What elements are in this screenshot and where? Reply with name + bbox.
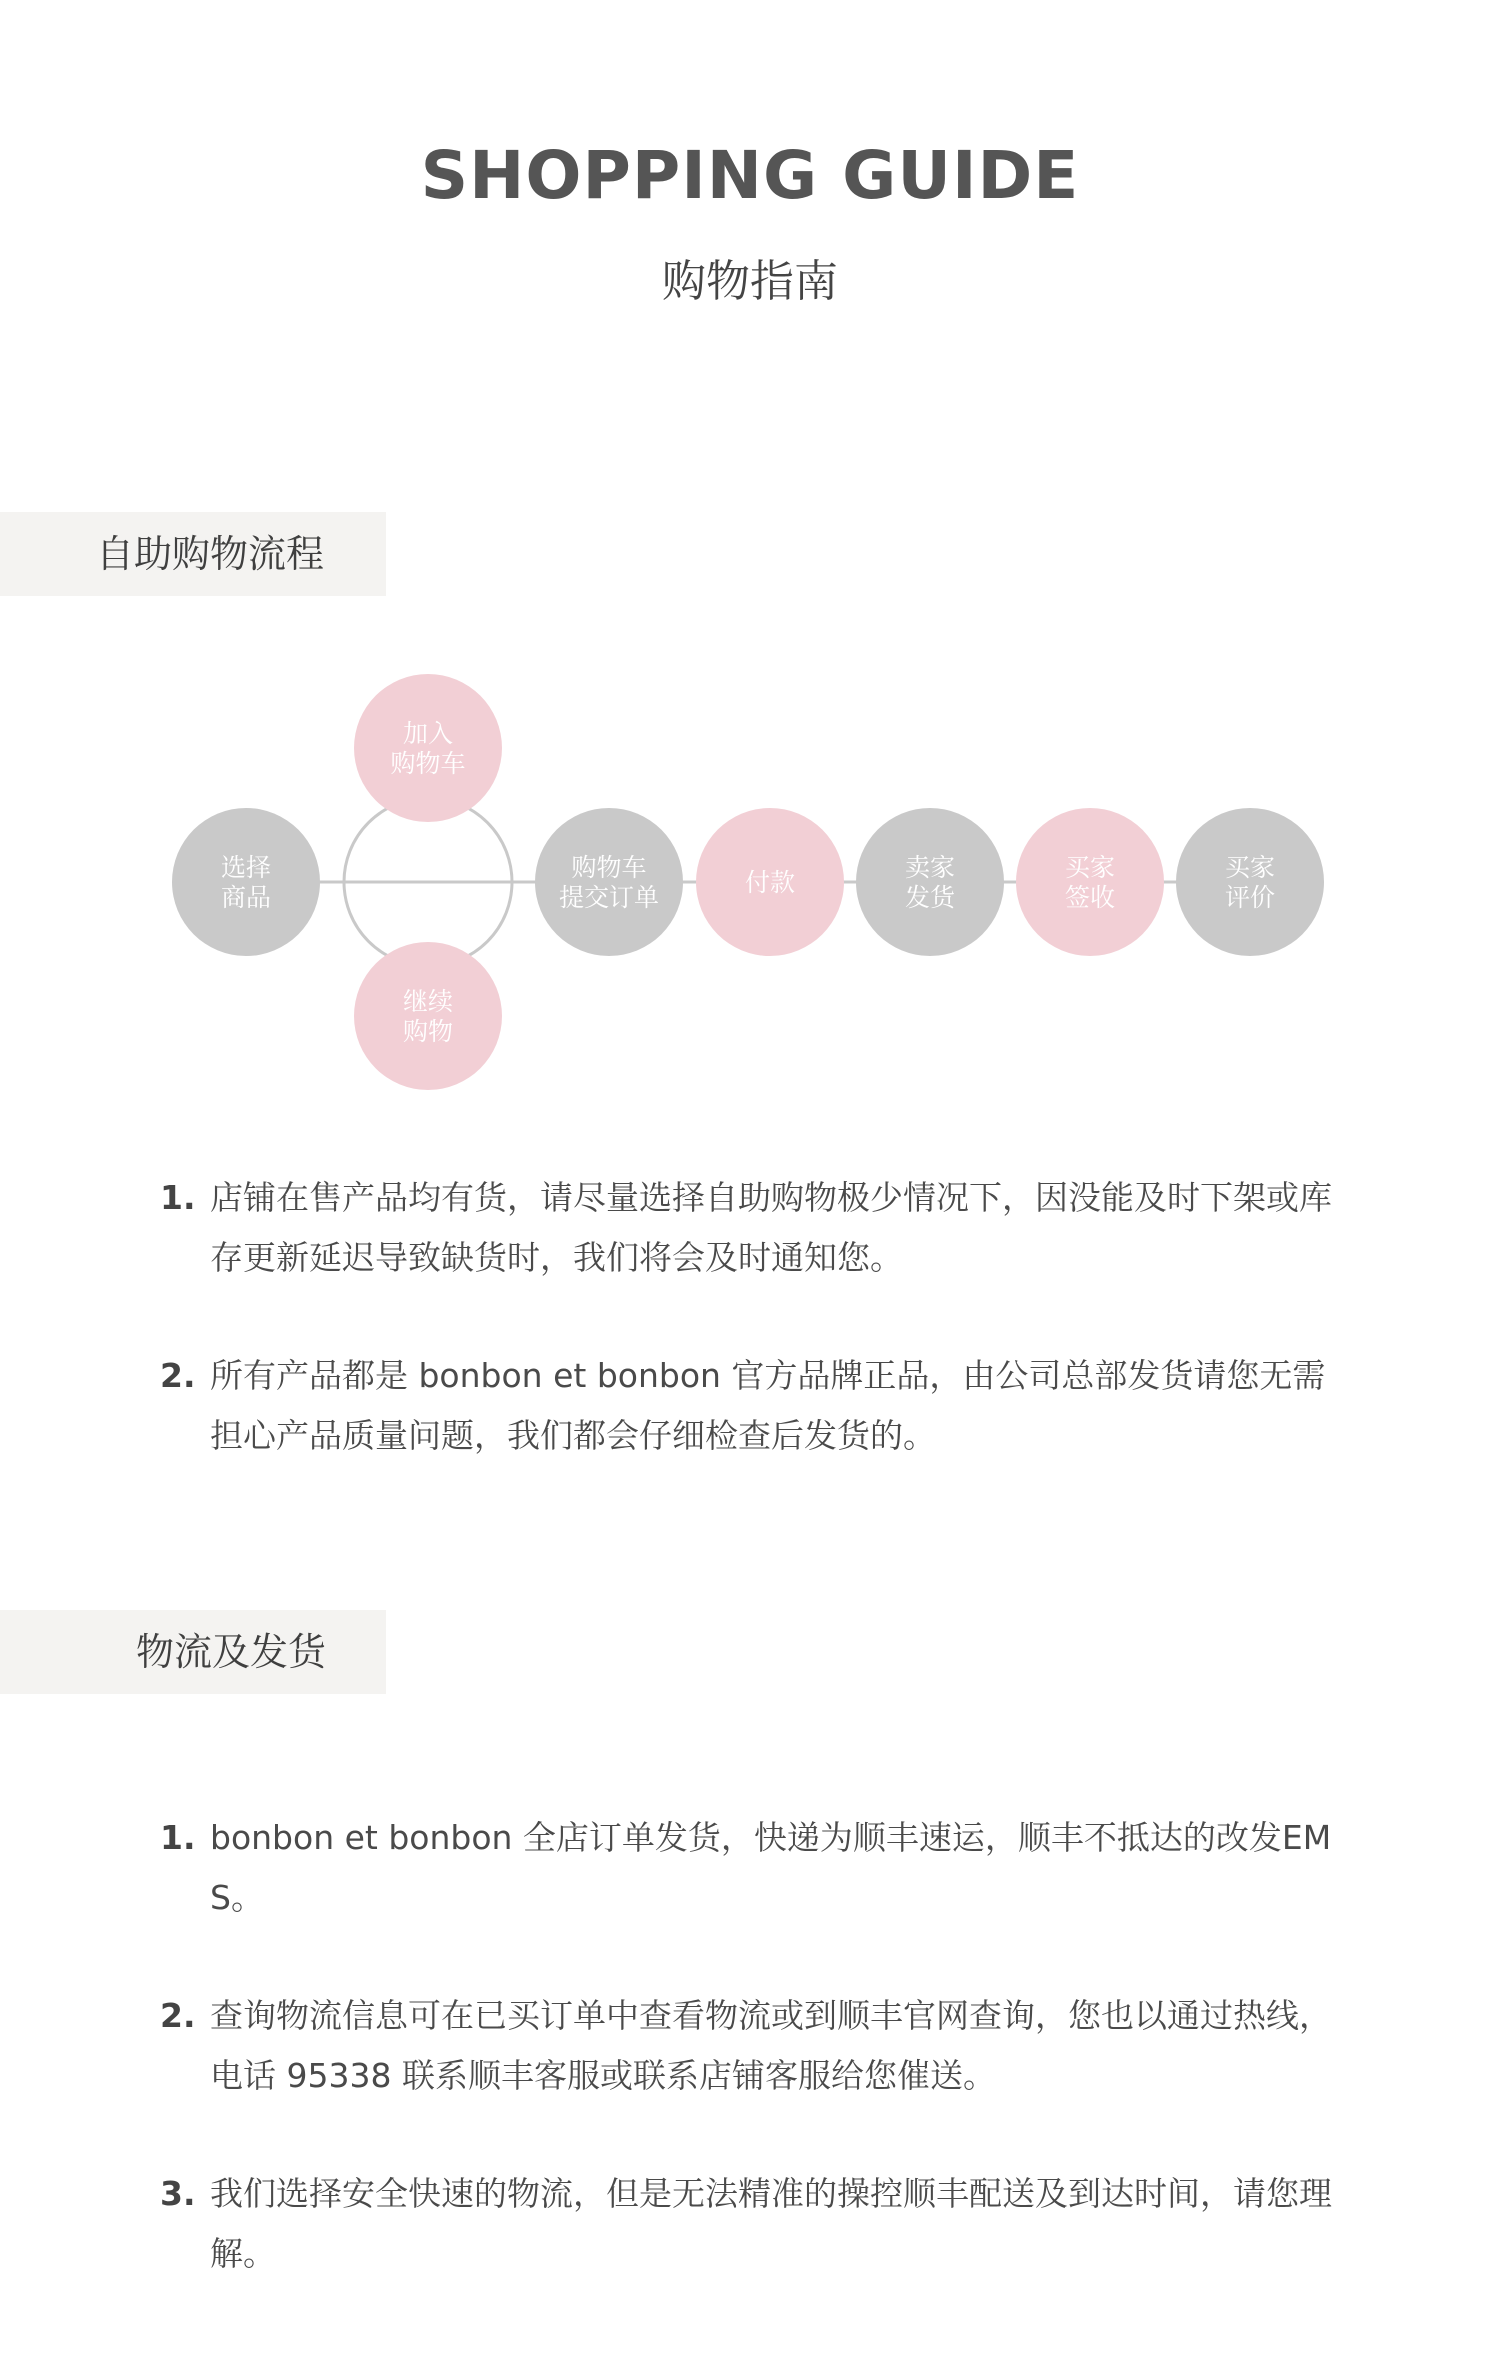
flow-step-ship — [856, 808, 1004, 956]
list-item-number: 1. — [160, 1818, 196, 1857]
flow-step-continue — [354, 942, 502, 1090]
flow-step-label: 选择 — [220, 853, 272, 882]
list-item-text: 我们选择安全快速的物流，但是无法精准的操控顺丰配送及到达时间，请您理解。 — [210, 2174, 1332, 2273]
flow-step-label: 继续 — [402, 987, 454, 1016]
flow-step-circle — [856, 808, 1004, 956]
shopping-flow-diagram — [0, 0, 1500, 1100]
section-heading-label: 物流及发货 — [136, 1630, 327, 1674]
list-item-text: 所有产品都是 bonbon et bonbon 官方品牌正品，由公司总部发货请您无需担心产品质量问题，我们都会仔细检查后发货的。 — [210, 1356, 1326, 1455]
flow-step-label: 商品 — [220, 883, 272, 912]
flow-step-label: 提交订单 — [558, 883, 660, 912]
list-item-number: 2. — [160, 1996, 196, 2035]
list-item-number: 2. — [160, 1356, 196, 1395]
flow-step-circle — [1016, 808, 1164, 956]
flow-step-label: 购物 — [402, 1017, 454, 1046]
flow-step-label: 买家 — [1064, 853, 1116, 882]
flow-step-label: 评价 — [1224, 883, 1276, 912]
list-item-text: 查询物流信息可在已买订单中查看物流或到顺丰官网查询，您也以通过热线，电话 95338 联系顺丰客服或联系店铺客服给您催送。 — [210, 1996, 1332, 2095]
flow-step-circle — [535, 808, 683, 956]
flow-step-label: 买家 — [1224, 853, 1276, 882]
flow-step-label: 发货 — [904, 883, 956, 912]
list-item-number: 1. — [160, 1178, 196, 1217]
page-subtitle: 购物指南 — [662, 256, 838, 307]
flow-step-label: 卖家 — [904, 853, 956, 882]
section-heading-label: 自助购物流程 — [96, 532, 325, 576]
flow-step-label: 加入 — [402, 719, 454, 748]
page-title: SHOPPING GUIDE — [420, 137, 1080, 214]
flow-step-circle — [1176, 808, 1324, 956]
list-item-text: bonbon et bonbon 全店订单发货，快递为顺丰速运，顺丰不抵达的改发EMS。 — [210, 1818, 1332, 1917]
flow-step-label: 购物车 — [390, 749, 466, 778]
flow-step-pay — [696, 808, 844, 956]
flow-step-label: 付款 — [744, 868, 796, 897]
flow-step-label: 签收 — [1064, 883, 1116, 912]
flow-step-label: 购物车 — [571, 853, 647, 882]
flow-step-circle — [354, 942, 502, 1090]
section-heading-logistics — [0, 1610, 386, 1694]
flow-step-circle — [172, 808, 320, 956]
list-item-text: 店铺在售产品均有货，请尽量选择自助购物极少情况下，因没能及时下架或库存更新延迟导致缺货时，我们将会及时通知您。 — [210, 1178, 1332, 1277]
flow-step-circle — [354, 674, 502, 822]
flow-step-select — [172, 808, 320, 956]
flow-step-submit — [535, 808, 683, 956]
flow-step-receive — [1016, 808, 1164, 956]
flow-step-review — [1176, 808, 1324, 956]
flow-step-add-cart — [354, 674, 502, 822]
list-item-number: 3. — [160, 2174, 196, 2213]
